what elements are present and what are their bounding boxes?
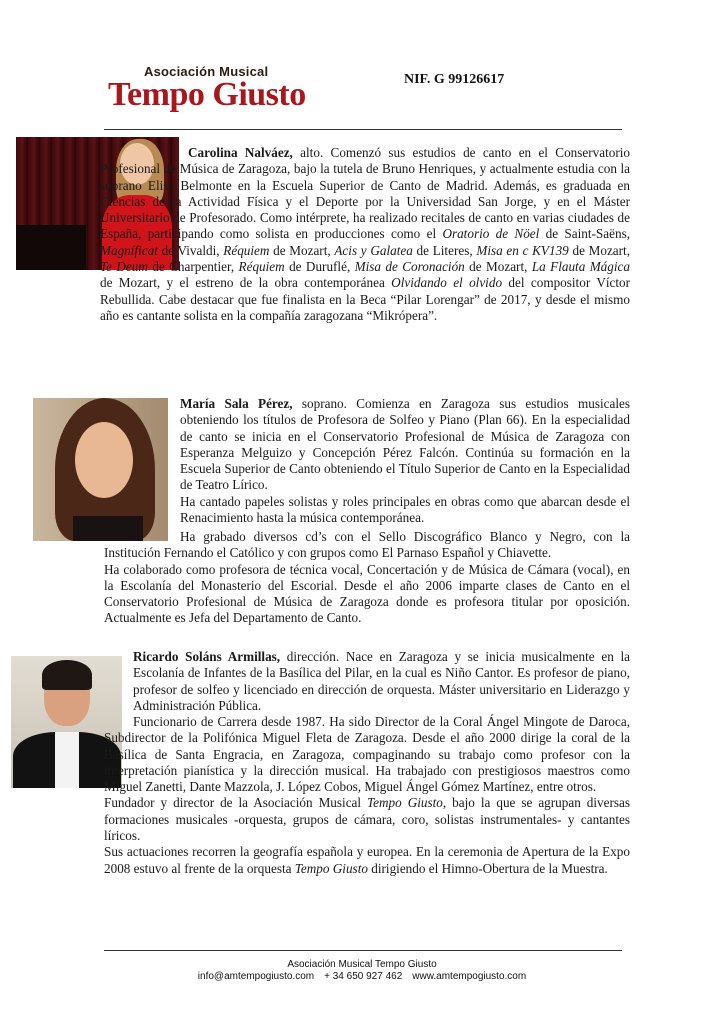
logo-line1: Asociación Musical: [144, 64, 269, 79]
footer-phone: + 34 650 927 462: [324, 971, 403, 982]
footer-email[interactable]: info@amtempogiusto.com: [197, 971, 315, 982]
logo-line2: Tempo Giusto: [108, 76, 306, 113]
association-logo: [108, 62, 306, 124]
photo-maria-sala-perez: [33, 398, 168, 541]
bio-maria-sala-perez-cont: Ha grabado diversos cd’s con el Sello Discográfico Blanco y Negro, con la Institución Fernando el Católico y con grupos como El Parnaso Español y Chiavette. Ha colaborado como profesora de técnica vocal, Concertación y de Música de Cámara (vocal), en la Escolanía del Monasterio del Escorial. Desde el año 2006 imparte clases de Canto en el Conservatorio Profesional de Música de Zaragoza donde es profesora titular por oposición. Actualmente es Jefa del Departamento de Canto.: [104, 529, 630, 626]
bio-name: Carolina Nalváez,: [188, 145, 293, 160]
bio-name: Ricardo Soláns Armillas,: [133, 649, 281, 664]
bio-maria-sala-perez: María Sala Pérez, soprano. Comienza en Zaragoza sus estudios musicales obteniendo los títulos de Profesora de Solfeo y Piano (Plan 66). En la especialidad de canto se inicia en el Conservatorio Profesional de Música de Zaragoza con Esperanza Melguizo y Concepción Pérez Falcón. Continúa su formación en la Escuela Superior de Canto obteniendo el Título Superior de Canto en la Especialidad de Teatro Lírico. Ha cantado papeles solistas y roles principales en obras como que abarcan desde el Renacimiento hasta la música contemporánea.: [180, 396, 630, 526]
footer-web[interactable]: www.amtempogiusto.com: [412, 971, 527, 982]
bio-ricardo-solans-armillas: Ricardo Soláns Armillas, dirección. Nace en Zaragoza y se inicia musicalmente en la Escolanía de Infantes de la Basílica del Pilar, en la cual es Niño Cantor. Es profesor de piano, profesor de solfeo y licenciado en dirección de orquesta. Máster universitario en Liderazgo y Administración Pública.: [133, 649, 630, 713]
header-divider: [104, 129, 622, 130]
footer-org: Asociación Musical Tempo Giusto: [287, 959, 437, 970]
footer-divider: [104, 950, 622, 951]
nif-number: NIF. G 99126617: [404, 72, 505, 87]
bio-ricardo-solans-armillas-cont: Funcionario de Carrera desde 1987. Ha sido Director de la Coral Ángel Mingote de Daroca, Subdirector de la Polifónica Miguel Fleta de Zaragoza. Desde el año 2000 dirige la coral de la Basílica de Santa Engracia, en Zaragoza, compaginando su trabajo como profesor con la interpretación pianística y la dirección musical. Ha trabajado con prestigiosos maestros como Miguel Zanetti, Dante Mazzola, J. López Cobos, Miguel Ángel Gómez Martínez, entre otros. Fundador y director de la Asociación Musical Tempo Giusto, bajo la que se agrupan diversas formaciones musicales -orquesta, grupos de cámara, coro, solistas instrumentales- y cantantes líricos. Sus actuaciones recorren la geografía española y europea. En la ceremonia de Apertura de la Expo 2008 estuvo al frente de la orquesta Tempo Giusto dirigiendo el Himno-Obertura de la Muestra.: [104, 714, 630, 876]
bio-carolina-nalvaez: Carolina Nalváez, alto. Comenzó sus estudios de canto en el Conservatorio Profesional de Música de Zaragoza, bajo la tutela de Bruno Henriques, y actualmente estudia con la soprano Elisa Belmonte en la Escuela Superior de Canto de Madrid. Además, es graduada en Ciencias de la Actividad Física y el Deporte por la Universidad San Jorge, y en el Máster Universitario de Profesorado. Como intérprete, ha realizado recitales de canto en varias ciudades de España, participando como solista en producciones como el Oratorio de Nöel de Saint-Saëns, Magníficat de Vivaldi, Réquiem de Mozart, Acis y Galatea de Literes, Misa en c KV139 de Mozart, Te Deum de Charpentier, Réquiem de Duruflé, Misa de Coronación de Mozart, La Flauta Mágica de Mozart, y el estreno de la obra contemporánea Olvidando el olvido del compositor Víctor Rebullida. Cabe destacar que fue finalista en la Beca “Pilar Lorengar” de 2017, y desde el mismo año es cantante solista en la compañía zaragozana “Mikrópera”.: [100, 145, 631, 323]
footer-contact: [0, 971, 724, 982]
bio-name: María Sala Pérez,: [180, 396, 293, 411]
